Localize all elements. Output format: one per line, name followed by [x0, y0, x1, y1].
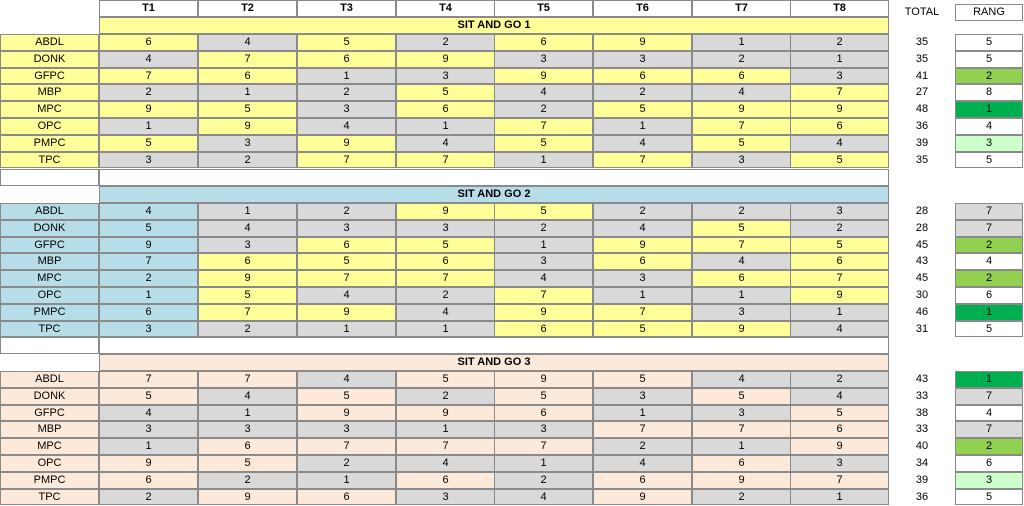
score-cell: 5 — [396, 84, 495, 101]
rang-value: 5 — [955, 321, 1023, 337]
score-cell: 2 — [494, 220, 593, 237]
score-cell: 2 — [494, 472, 593, 489]
score-cell: 4 — [593, 455, 692, 472]
score-cell: 9 — [593, 489, 692, 505]
score-cell: 9 — [396, 405, 495, 421]
score-cell: 9 — [692, 101, 791, 118]
score-cell: 7 — [99, 371, 198, 388]
score-cell: 2 — [396, 34, 495, 51]
player-name: TPC — [0, 321, 99, 337]
score-cell: 5 — [494, 388, 593, 405]
total-value: 40 — [915, 440, 929, 452]
player-name: MPC — [0, 101, 99, 118]
score-cell: 7 — [297, 152, 396, 168]
score-cell: 6 — [198, 438, 297, 455]
score-cell: 5 — [494, 203, 593, 220]
score-cell: 2 — [297, 455, 396, 472]
score-cell: 2 — [198, 152, 297, 168]
rang-value: 2 — [955, 68, 1023, 84]
player-name: DONK — [0, 388, 99, 405]
score-cell: 4 — [198, 34, 297, 51]
rang-value: 4 — [955, 405, 1023, 421]
score-cell: 1 — [593, 287, 692, 304]
column-header-t2: T2 — [198, 0, 297, 17]
score-cell: 4 — [790, 388, 889, 405]
score-cell: 9 — [99, 237, 198, 253]
score-cell: 3 — [198, 237, 297, 253]
player-name: DONK — [0, 220, 99, 237]
score-cell: 9 — [297, 135, 396, 152]
score-cell: 5 — [99, 135, 198, 152]
score-cell: 7 — [494, 438, 593, 455]
score-cell: 1 — [692, 438, 791, 455]
score-cell: 2 — [790, 220, 889, 237]
score-cell: 5 — [198, 101, 297, 118]
score-cell: 9 — [494, 68, 593, 84]
score-cell: 6 — [790, 421, 889, 438]
column-header-t6: T6 — [593, 0, 692, 17]
player-name: PMPC — [0, 135, 99, 152]
score-cell: 3 — [692, 304, 791, 321]
score-cell: 4 — [790, 135, 889, 152]
score-cell: 3 — [396, 489, 495, 505]
score-cell: 6 — [396, 101, 495, 118]
score-cell: 3 — [297, 421, 396, 438]
score-cell: 1 — [790, 304, 889, 321]
score-cell: 4 — [494, 84, 593, 101]
rang-value: 1 — [955, 304, 1023, 321]
score-cell: 3 — [593, 388, 692, 405]
score-cell: 5 — [692, 135, 791, 152]
score-cell: 5 — [692, 388, 791, 405]
rang-value: 7 — [955, 421, 1023, 438]
score-cell: 4 — [297, 287, 396, 304]
score-cell: 1 — [494, 152, 593, 168]
score-cell: 4 — [99, 203, 198, 220]
score-cell: 4 — [396, 304, 495, 321]
total-value: 28 — [915, 205, 929, 217]
rang-value: 7 — [955, 203, 1023, 220]
rang-value: 5 — [955, 34, 1023, 51]
score-cell: 6 — [692, 455, 791, 472]
score-cell: 2 — [593, 438, 692, 455]
score-cell: 4 — [198, 220, 297, 237]
score-cell: 6 — [593, 68, 692, 84]
total-value: 41 — [915, 69, 929, 82]
total-value: 35 — [915, 153, 929, 166]
spacer-cell — [0, 337, 99, 354]
player-name: GFPC — [0, 68, 99, 84]
score-cell: 4 — [297, 118, 396, 135]
score-cell: 9 — [396, 51, 495, 68]
score-cell: 1 — [396, 421, 495, 438]
player-name: ABDL — [0, 34, 99, 51]
player-name: ABDL — [0, 203, 99, 220]
score-cell: 4 — [396, 455, 495, 472]
score-cell: 9 — [198, 489, 297, 505]
rang-value: 4 — [955, 118, 1023, 135]
player-name: OPC — [0, 455, 99, 472]
section-title: SIT AND GO 3 — [99, 354, 889, 371]
score-cell: 1 — [297, 472, 396, 489]
score-cell: 2 — [790, 34, 889, 51]
score-cell: 7 — [593, 304, 692, 321]
total-value: 46 — [915, 306, 929, 318]
score-cell: 1 — [297, 68, 396, 84]
score-cell: 5 — [297, 388, 396, 405]
score-cell: 7 — [198, 371, 297, 388]
rang-value: 7 — [955, 220, 1023, 237]
total-value: 45 — [915, 272, 929, 284]
score-cell: 5 — [297, 34, 396, 51]
score-cell: 5 — [297, 253, 396, 270]
total-value: 35 — [915, 36, 929, 48]
score-cell: 3 — [790, 455, 889, 472]
score-cell: 9 — [790, 287, 889, 304]
score-cell: 7 — [198, 304, 297, 321]
score-cell: 6 — [198, 253, 297, 270]
total-value: 28 — [915, 222, 929, 234]
score-cell: 1 — [494, 455, 593, 472]
score-cell: 2 — [692, 203, 791, 220]
score-cell: 4 — [99, 51, 198, 68]
score-cell: 6 — [297, 237, 396, 253]
score-cell: 3 — [593, 270, 692, 287]
score-cell: 6 — [593, 472, 692, 489]
rang-value: 3 — [955, 472, 1023, 489]
rang-value: 5 — [955, 489, 1023, 505]
rang-header: RANG — [955, 4, 1023, 21]
score-cell: 9 — [198, 270, 297, 287]
score-cell: 7 — [494, 118, 593, 135]
score-cell: 6 — [396, 253, 495, 270]
player-name: PMPC — [0, 472, 99, 489]
score-cell: 7 — [297, 270, 396, 287]
score-cell: 9 — [692, 472, 791, 489]
score-cell: 9 — [593, 34, 692, 51]
score-cell: 7 — [790, 84, 889, 101]
score-cell: 6 — [692, 270, 791, 287]
score-cell: 1 — [99, 287, 198, 304]
score-cell: 6 — [297, 51, 396, 68]
total-value: 31 — [915, 322, 929, 335]
player-name: TPC — [0, 152, 99, 168]
section-title: SIT AND GO 1 — [99, 17, 889, 34]
player-name: PMPC — [0, 304, 99, 321]
score-cell: 4 — [692, 253, 791, 270]
score-cell: 4 — [99, 405, 198, 421]
total-value: 43 — [915, 255, 929, 267]
rang-value: 2 — [955, 438, 1023, 455]
total-value: 36 — [915, 120, 929, 132]
score-cell: 1 — [790, 51, 889, 68]
score-cell: 6 — [99, 472, 198, 489]
score-cell: 2 — [297, 203, 396, 220]
score-cell: 4 — [297, 371, 396, 388]
score-cell: 1 — [396, 118, 495, 135]
player-name: OPC — [0, 287, 99, 304]
score-cell: 7 — [297, 438, 396, 455]
score-cell: 5 — [790, 152, 889, 168]
column-header-t3: T3 — [297, 0, 396, 17]
score-cell: 9 — [494, 371, 593, 388]
score-cell: 4 — [593, 220, 692, 237]
player-name: MPC — [0, 438, 99, 455]
score-cell: 5 — [494, 135, 593, 152]
score-cell: 7 — [692, 421, 791, 438]
rang-value: 3 — [955, 135, 1023, 152]
score-cell: 1 — [593, 118, 692, 135]
score-cell: 7 — [494, 287, 593, 304]
spacer-cell — [99, 337, 889, 354]
score-cell: 2 — [198, 472, 297, 489]
score-cell: 2 — [99, 84, 198, 101]
spacer-cell — [99, 169, 889, 186]
rang-value: 4 — [955, 253, 1023, 270]
total-value: 36 — [915, 490, 929, 503]
score-cell: 3 — [396, 68, 495, 84]
score-cell: 1 — [198, 405, 297, 421]
total-value: 39 — [915, 137, 929, 149]
total-header: TOTAL — [904, 6, 940, 18]
score-cell: 3 — [790, 68, 889, 84]
total-value: 33 — [915, 390, 929, 402]
rang-value: 6 — [955, 455, 1023, 472]
score-cell: 3 — [790, 203, 889, 220]
score-cell: 1 — [396, 321, 495, 337]
score-cell: 4 — [790, 321, 889, 337]
score-cell: 3 — [396, 220, 495, 237]
total-value: 27 — [915, 86, 929, 98]
player-name: MBP — [0, 421, 99, 438]
score-cell: 3 — [297, 220, 396, 237]
score-cell: 1 — [790, 489, 889, 505]
score-cell: 3 — [692, 152, 791, 168]
score-cell: 9 — [790, 101, 889, 118]
score-cell: 3 — [494, 51, 593, 68]
score-cell: 3 — [99, 421, 198, 438]
score-cell: 4 — [494, 270, 593, 287]
total-value: 34 — [915, 457, 929, 469]
total-value: 35 — [915, 53, 929, 65]
player-name: MBP — [0, 84, 99, 101]
score-cell: 6 — [396, 472, 495, 489]
score-cell: 9 — [593, 237, 692, 253]
score-cell: 2 — [790, 371, 889, 388]
score-cell: 3 — [198, 421, 297, 438]
score-cell: 2 — [593, 203, 692, 220]
total-value: 39 — [915, 474, 929, 486]
score-cell: 4 — [396, 135, 495, 152]
score-cell: 4 — [494, 489, 593, 505]
score-cell: 5 — [692, 220, 791, 237]
score-cell: 7 — [790, 270, 889, 287]
score-cell: 1 — [99, 118, 198, 135]
score-cell: 5 — [593, 321, 692, 337]
score-cell: 5 — [396, 371, 495, 388]
score-cell: 7 — [99, 68, 198, 84]
score-cell: 5 — [198, 287, 297, 304]
score-cell: 6 — [198, 68, 297, 84]
score-cell: 1 — [198, 203, 297, 220]
score-cell: 3 — [692, 405, 791, 421]
score-cell: 7 — [692, 237, 791, 253]
player-name: GFPC — [0, 405, 99, 421]
score-cell: 5 — [99, 388, 198, 405]
score-cell: 6 — [297, 489, 396, 505]
score-cell: 4 — [198, 388, 297, 405]
rang-value: 6 — [955, 287, 1023, 304]
score-cell: 3 — [99, 152, 198, 168]
score-cell: 6 — [790, 118, 889, 135]
score-cell: 6 — [494, 34, 593, 51]
score-cell: 7 — [790, 472, 889, 489]
score-cell: 1 — [692, 34, 791, 51]
score-cell: 5 — [593, 101, 692, 118]
score-cell: 7 — [99, 253, 198, 270]
score-cell: 1 — [593, 405, 692, 421]
column-header-t8: T8 — [790, 0, 889, 17]
score-cell: 2 — [692, 489, 791, 505]
score-cell: 1 — [297, 321, 396, 337]
score-cell: 3 — [99, 321, 198, 337]
score-cell: 5 — [396, 237, 495, 253]
score-cell: 1 — [99, 438, 198, 455]
score-cell: 3 — [494, 253, 593, 270]
score-cell: 9 — [297, 304, 396, 321]
score-cell: 7 — [593, 152, 692, 168]
score-cell: 5 — [593, 371, 692, 388]
score-cell: 1 — [494, 237, 593, 253]
score-cell: 2 — [99, 270, 198, 287]
score-cell: 9 — [99, 101, 198, 118]
score-cell: 5 — [790, 405, 889, 421]
spacer-cell — [0, 169, 99, 186]
score-cell: 6 — [692, 68, 791, 84]
score-cell: 7 — [198, 51, 297, 68]
score-cell: 7 — [593, 421, 692, 438]
rang-value: 2 — [955, 270, 1023, 287]
score-cell: 9 — [396, 203, 495, 220]
score-cell: 7 — [396, 152, 495, 168]
column-header-t5: T5 — [494, 0, 593, 17]
rang-value: 5 — [955, 51, 1023, 68]
player-name: ABDL — [0, 371, 99, 388]
player-name: MBP — [0, 253, 99, 270]
score-cell: 6 — [99, 34, 198, 51]
score-cell: 1 — [198, 84, 297, 101]
player-name: DONK — [0, 51, 99, 68]
column-header-t7: T7 — [692, 0, 791, 17]
score-cell: 6 — [494, 405, 593, 421]
score-cell: 6 — [99, 304, 198, 321]
score-cell: 2 — [297, 84, 396, 101]
player-name: TPC — [0, 489, 99, 505]
score-cell: 6 — [790, 253, 889, 270]
total-value: 48 — [915, 103, 929, 115]
score-cell: 4 — [692, 84, 791, 101]
score-cell: 1 — [692, 287, 791, 304]
score-cell: 6 — [593, 253, 692, 270]
score-cell: 5 — [198, 455, 297, 472]
score-cell: 2 — [593, 84, 692, 101]
column-header-t4: T4 — [396, 0, 495, 17]
score-cell: 2 — [99, 489, 198, 505]
total-value: 38 — [915, 406, 929, 419]
score-cell: 3 — [593, 51, 692, 68]
score-cell: 2 — [198, 321, 297, 337]
score-cell: 7 — [396, 270, 495, 287]
score-cell: 4 — [692, 371, 791, 388]
total-value: 43 — [915, 373, 929, 385]
section-title: SIT AND GO 2 — [99, 186, 889, 203]
score-cell: 9 — [692, 321, 791, 337]
total-value: 45 — [915, 238, 929, 251]
rang-value: 7 — [955, 388, 1023, 405]
rang-value: 8 — [955, 84, 1023, 101]
score-cell: 2 — [494, 101, 593, 118]
total-value: 30 — [915, 289, 929, 301]
score-cell: 3 — [198, 135, 297, 152]
score-cell: 2 — [396, 388, 495, 405]
player-name: OPC — [0, 118, 99, 135]
score-cell: 7 — [396, 438, 495, 455]
score-cell: 2 — [396, 287, 495, 304]
rang-value: 2 — [955, 237, 1023, 253]
score-cell: 9 — [790, 438, 889, 455]
score-cell: 3 — [297, 101, 396, 118]
score-cell: 9 — [297, 405, 396, 421]
player-name: GFPC — [0, 237, 99, 253]
score-cell: 6 — [494, 321, 593, 337]
score-cell: 2 — [692, 51, 791, 68]
score-cell: 3 — [494, 421, 593, 438]
player-name: MPC — [0, 270, 99, 287]
total-value: 33 — [915, 423, 929, 435]
score-cell: 4 — [593, 135, 692, 152]
score-cell: 9 — [198, 118, 297, 135]
score-cell: 5 — [99, 220, 198, 237]
score-cell: 7 — [692, 118, 791, 135]
column-header-t1: T1 — [99, 0, 198, 17]
rang-value: 1 — [955, 101, 1023, 118]
rang-value: 5 — [955, 152, 1023, 168]
score-cell: 9 — [494, 304, 593, 321]
rang-value: 1 — [955, 371, 1023, 388]
score-cell: 9 — [99, 455, 198, 472]
score-cell: 5 — [790, 237, 889, 253]
